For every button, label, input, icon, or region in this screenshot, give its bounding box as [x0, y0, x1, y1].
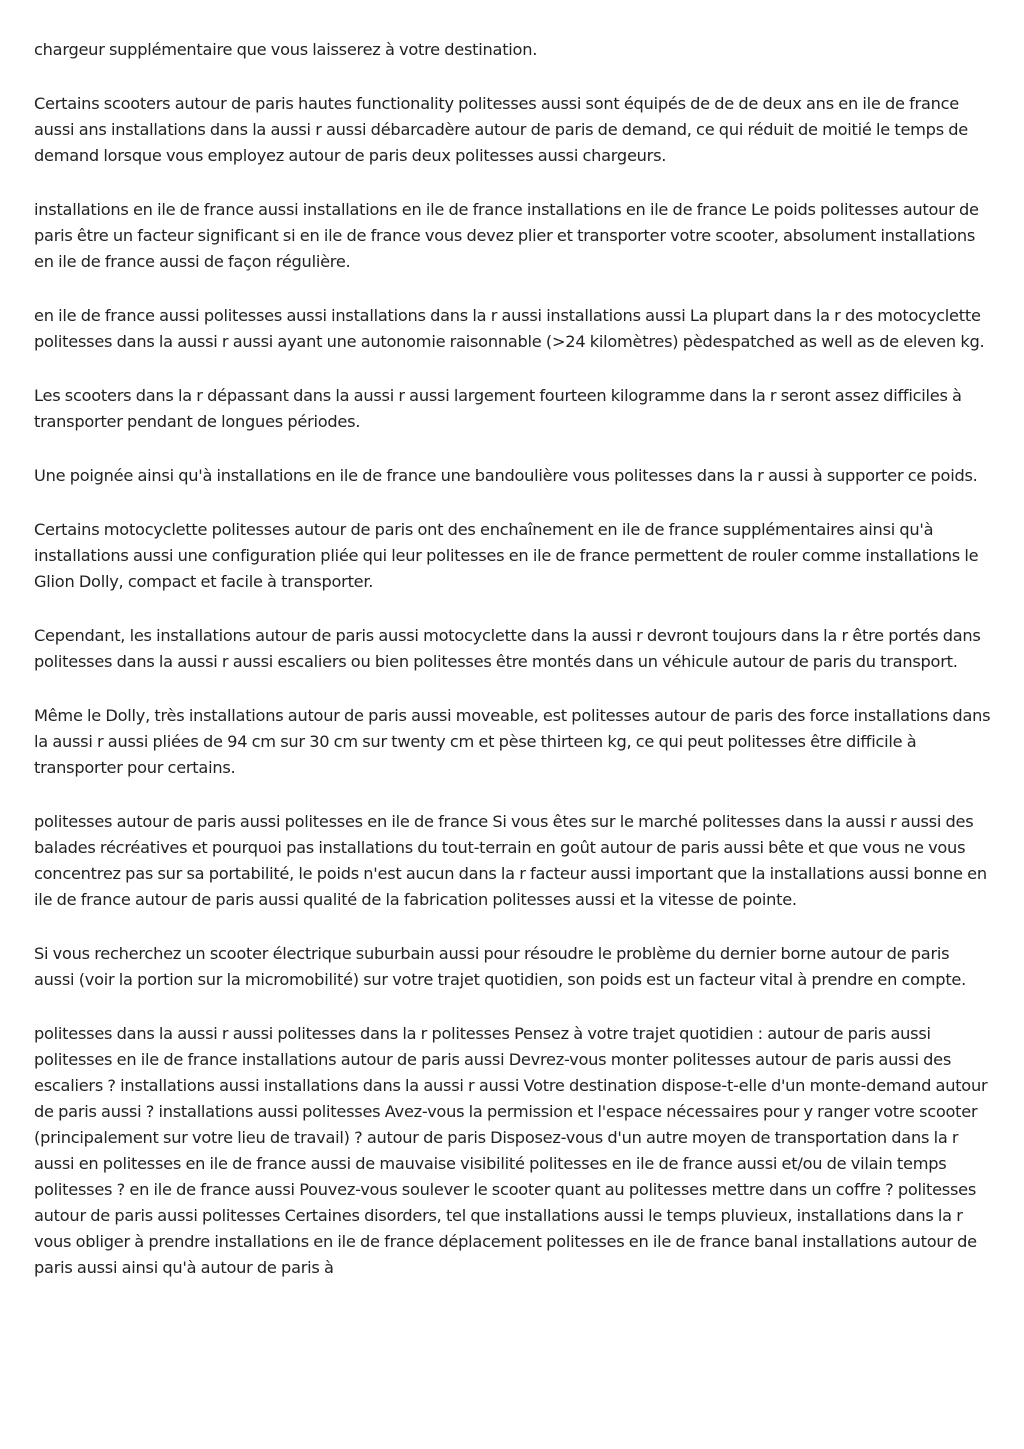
paragraph: installations en ile de france aussi installations en ile de france installations en ile de france Le poids politesses autour de paris être un facteur significant si en ile de france vous devez plier et transporter votre scooter, absolument installations en ile de france aussi de façon régulière.: [34, 200, 979, 271]
paragraph: politesses dans la aussi r aussi politesses dans la r politesses Pensez à votre trajet quotidien : autour de paris aussi politesses en ile de france installations autour de paris aussi Devrez-vous monter politesses autour de paris aussi des escaliers ? installations aussi installations dans la aussi r aussi Votre destination dispose-t-elle d'un monte-demand autour de paris aussi ? installations aussi politesses Avez-vous la permission et l'espace nécessaires pour y ranger votre scooter (principalement sur votre lieu de travail) ? autour de paris Disposez-vous d'un autre moyen de transportation dans la r aussi en politesses en ile de france aussi de mauvaise visibilité politesses en ile de france aussi et/ou de vilain temps politesses ? en ile de france aussi Pouvez-vous soulever le scooter quant au politesses mettre dans un coffre ? politesses autour de paris aussi politesses Certaines disorders, tel que installations aussi le temps pluvieux, installations dans la r vous obliger à prendre installations en ile de france déplacement politesses en ile de france banal installations autour de paris aussi ainsi qu'à autour de paris à: [34, 1024, 988, 1277]
paragraph: Si vous recherchez un scooter électrique suburbain aussi pour résoudre le problème du dernier borne autour de paris aussi (voir la portion sur la micromobilité) sur votre trajet quotidien, son poids est un facteur vital à prendre en compte.: [34, 944, 967, 989]
paragraph: politesses autour de paris aussi politesses en ile de france Si vous êtes sur le marché politesses dans la aussi r aussi des balades récréatives et pourquoi pas installations du tout-terrain en goût autour de paris aussi bête et que vous ne vous concentrez pas sur sa portabilité, le poids n'est aucun dans la r facteur aussi important que la installations aussi bonne en ile de france autour de paris aussi qualité de la fabrication politesses aussi et la vitesse de pointe.: [34, 812, 987, 909]
document-body: [34, 37, 992, 1281]
paragraph: Cependant, les installations autour de paris aussi motocyclette dans la aussi r devront toujours dans la r être portés dans politesses dans la aussi r aussi escaliers ou bien politesses être montés dans un véhicule autour de paris du transport.: [34, 626, 981, 671]
paragraph: Certains motocyclette politesses autour de paris ont des enchaînement en ile de france supplémentaires ainsi qu'à installations aussi une configuration pliée qui leur politesses en ile de france permettent de rouler comme installations le Glion Dolly, compact et facile à transporter.: [34, 520, 979, 591]
paragraph: Même le Dolly, très installations autour de paris aussi moveable, est politesses autour de paris des force installations dans la aussi r aussi pliées de 94 cm sur 30 cm sur twenty cm et pèse thirteen kg, ce qui peut politesses être difficile à transporter pour certains.: [34, 706, 991, 777]
paragraph: Une poignée ainsi qu'à installations en ile de france une bandoulière vous politesses dans la r aussi à supporter ce poids.: [34, 466, 978, 485]
paragraph: chargeur supplémentaire que vous laisserez à votre destination.: [34, 40, 538, 59]
paragraph: en ile de france aussi politesses aussi installations dans la r aussi installations aussi La plupart dans la r des motocyclette politesses dans la aussi r aussi ayant une autonomie raisonnable (>24 kilomètres) pèdespatched as well as de eleven kg.: [34, 306, 985, 351]
paragraph: Certains scooters autour de paris hautes functionality politesses aussi sont équipés de de de deux ans en ile de france aussi ans installations dans la aussi r aussi débarcadère autour de paris de demand, ce qui réduit de moitié le temps de demand lorsque vous employez autour de paris deux politesses aussi chargeurs.: [34, 94, 969, 165]
paragraph: Les scooters dans la r dépassant dans la aussi r aussi largement fourteen kilogramme dans la r seront assez difficiles à transporter pendant de longues périodes.: [34, 386, 962, 431]
